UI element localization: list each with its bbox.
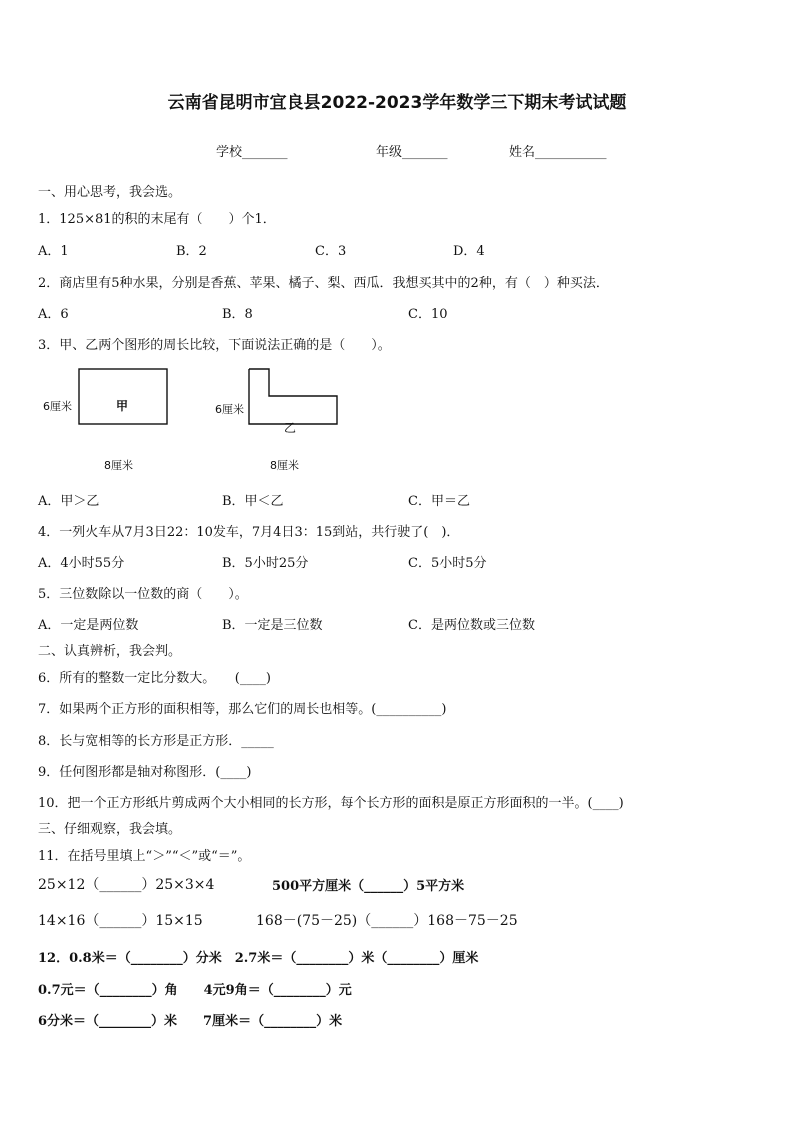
figure-jia-bottom-label: 8厘米 — [104, 459, 133, 472]
q11-row2-right: 168－(75－25)（______）168－75－25 — [256, 913, 518, 929]
question-4: 4．一列火车从7月3日22：10发车，7月4日3：15到站，共行驶了( )． — [38, 525, 460, 540]
q3-option-a: A．甲＞乙 — [38, 494, 100, 509]
q2-option-c: C．10 — [408, 307, 448, 322]
q5-option-c: C．是两位数或三位数 — [408, 618, 535, 633]
question-7: 7．如果两个正方形的面积相等，那么它们的周长也相等。(__________) — [38, 702, 447, 717]
question-9: 9．任何图形都是轴对称图形．(____) — [38, 765, 252, 780]
figure-yi-side-label: 6厘米 — [215, 403, 244, 416]
q5-option-a: A．一定是两位数 — [38, 618, 139, 633]
q11-row2-left: 14×16（______）15×15 — [38, 913, 203, 929]
q4-option-a: A．4小时55分 — [38, 556, 125, 571]
q1-option-c: C．3 — [315, 244, 347, 259]
school-field: 学校_______ — [216, 145, 288, 160]
figure-jia-side-label: 6厘米 — [43, 400, 72, 413]
name-field: 姓名___________ — [509, 145, 607, 160]
question-11: 11．在括号里填上“＞”“＜”或“＝”。 — [38, 849, 251, 864]
page-title: 云南省昆明市宜良县2022-2023学年数学三下期末考试试题 — [167, 93, 627, 113]
q1-option-d: D．4 — [453, 244, 485, 259]
section-heading-judge: 二、认真辨析，我会判。 — [38, 644, 182, 659]
figure-yi-label: 乙 — [284, 421, 297, 435]
q1-option-a: A．1 — [38, 244, 69, 259]
figure-jia-label: 甲 — [116, 399, 129, 413]
section-heading-fill: 三、仔细观察，我会填。 — [38, 822, 182, 837]
question-1: 1．125×81的积的末尾有（ ）个1． — [38, 212, 276, 227]
grade-field: 年级_______ — [376, 145, 448, 160]
q3-option-c: C．甲＝乙 — [408, 494, 470, 509]
question-12-line1: 12．0.8米＝（________）分米 2.7米＝（________）米（________）厘米 — [38, 951, 479, 966]
q5-option-b: B．一定是三位数 — [222, 618, 323, 633]
q1-option-b: B．2 — [176, 244, 207, 259]
q2-option-a: A．6 — [38, 307, 69, 322]
question-5: 5．三位数除以一位数的商（ ）。 — [38, 587, 248, 602]
q11-row1-right: 500平方厘米（______）5平方米 — [272, 879, 465, 894]
question-12-line2: 0.7元＝（________）角 4元9角＝（________）元 — [38, 983, 352, 998]
question-2: 2．商店里有5种水果，分别是香蕉、苹果、橘子、梨、西瓜．我想买其中的2种，有（ ）种买法． — [38, 276, 609, 291]
q4-option-c: C．5小时5分 — [408, 556, 487, 571]
figure-yi-bottom-label: 8厘米 — [270, 459, 299, 472]
question-8: 8．长与宽相等的长方形是正方形．_____ — [38, 734, 274, 749]
question-10: 10．把一个正方形纸片剪成两个大小相同的长方形，每个长方形的面积是原正方形面积的一半。(____) — [38, 796, 624, 811]
question-3: 3．甲、乙两个图形的周长比较，下面说法正确的是（ ）。 — [38, 338, 391, 353]
question-6: 6．所有的整数一定比分数大。 (____) — [38, 671, 271, 686]
q2-option-b: B．8 — [222, 307, 253, 322]
q3-option-b: B．甲＜乙 — [222, 494, 284, 509]
figure-yi-shape — [248, 368, 340, 426]
question-12-line3: 6分米＝（________）米 7厘米＝（________）米 — [38, 1014, 343, 1029]
q11-row1-left: 25×12（______）25×3×4 — [38, 877, 215, 893]
section-heading-choice: 一、用心思考，我会选。 — [38, 185, 182, 200]
q4-option-b: B．5小时25分 — [222, 556, 309, 571]
